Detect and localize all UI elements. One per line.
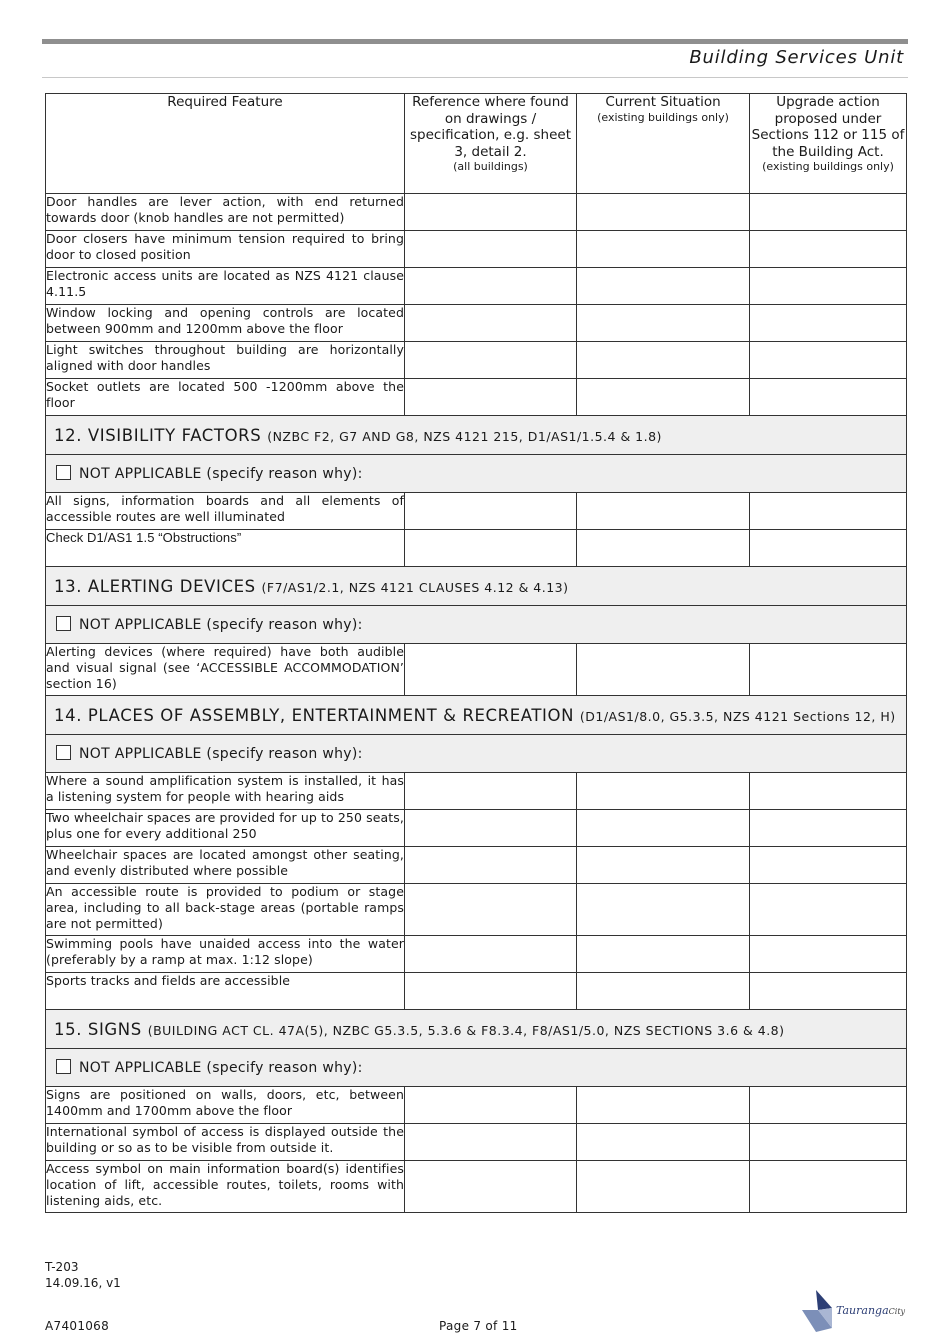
table-row (46, 379, 907, 416)
feature-cell: Access symbol on main information board(s) identifies location of lift, accessible routes, toilets, rooms with listening aids, etc. (46, 1161, 405, 1213)
upgrade-action-cell[interactable] (750, 847, 907, 884)
current-situation-cell[interactable] (577, 936, 750, 973)
section-title: 14. PLACES OF ASSEMBLY, ENTERTAINMENT & RECREATION (54, 705, 575, 725)
reference-cell[interactable] (405, 305, 577, 342)
reference-cell[interactable] (405, 194, 577, 231)
current-situation-cell[interactable] (577, 847, 750, 884)
upgrade-action-cell[interactable] (750, 342, 907, 379)
table-row (46, 1124, 907, 1161)
feature-cell: Electronic access units are located as NZS 4121 clause 4.11.5 (46, 268, 405, 305)
upgrade-action-cell[interactable] (750, 1087, 907, 1124)
feature-cell: International symbol of access is displayed outside the building or so as to be visible from outside it. (46, 1124, 405, 1161)
section-heading-places-of-assembly (46, 696, 907, 735)
page-number: Page 7 of 11 (439, 1319, 518, 1333)
section-title: 13. ALERTING DEVICES (54, 576, 256, 596)
not-applicable-row (46, 1049, 907, 1087)
section-refs: (F7/AS1/2.1, NZS 4121 CLAUSES 4.12 & 4.13) (261, 579, 569, 595)
header-divider (42, 77, 908, 78)
form-version: 14.09.16, v1 (45, 1276, 121, 1290)
current-situation-cell[interactable] (577, 379, 750, 416)
feature-cell: Wheelchair spaces are located amongst other seating, and evenly distributed where possible (46, 847, 405, 884)
upgrade-action-cell[interactable] (750, 493, 907, 530)
current-situation-cell[interactable] (577, 1124, 750, 1161)
current-situation-cell[interactable] (577, 1087, 750, 1124)
feature-cell: Sports tracks and fields are accessible (46, 973, 405, 1010)
reference-cell[interactable] (405, 268, 577, 305)
not-applicable-checkbox[interactable] (56, 465, 71, 480)
feature-cell: Socket outlets are located 500 -1200mm above the floor (46, 379, 405, 416)
feature-cell: Swimming pools have unaided access into the water (preferably by a ramp at max. 1:12 slope) (46, 936, 405, 973)
current-situation-cell[interactable] (577, 305, 750, 342)
reference-cell[interactable] (405, 1087, 577, 1124)
feature-cell: Door closers have minimum tension required to bring door to closed position (46, 231, 405, 268)
table-row (46, 530, 907, 567)
upgrade-action-cell[interactable] (750, 530, 907, 567)
section-refs: (BUILDING ACT CL. 47A(5), NZBC G5.3.5, 5.3.6 & F8.3.4, F8/AS1/5.0, NZS SECTIONS 3.6 & 4.8) (147, 1022, 785, 1038)
reference-cell[interactable] (405, 530, 577, 567)
feature-cell: All signs, information boards and all elements of accessible routes are well illuminated (46, 493, 405, 530)
current-situation-cell[interactable] (577, 268, 750, 305)
current-situation-cell[interactable] (577, 644, 750, 696)
upgrade-action-cell[interactable] (750, 884, 907, 936)
table-row (46, 1161, 907, 1213)
compliance-table (45, 93, 907, 1213)
table-row (46, 342, 907, 379)
table-row (46, 847, 907, 884)
current-situation-cell[interactable] (577, 973, 750, 1010)
feature-cell: An accessible route is provided to podium or stage area, including to all back-stage areas (portable ramps are not permitted) (46, 884, 405, 936)
upgrade-action-cell[interactable] (750, 231, 907, 268)
feature-cell: Check D1/AS1 1.5 “Obstructions” (46, 530, 405, 567)
not-applicable-checkbox[interactable] (56, 745, 71, 760)
upgrade-action-cell[interactable] (750, 194, 907, 231)
table-row (46, 268, 907, 305)
current-situation-cell[interactable] (577, 530, 750, 567)
upgrade-action-cell[interactable] (750, 1161, 907, 1213)
upgrade-action-cell[interactable] (750, 810, 907, 847)
document-id: A7401068 (45, 1319, 110, 1333)
upgrade-action-cell[interactable] (750, 268, 907, 305)
section-heading-signs (46, 1010, 907, 1049)
section-refs: (D1/AS1/8.0, G5.3.5, NZS 4121 Sections 12, H) (579, 708, 896, 724)
section-heading-alerting-devices (46, 567, 907, 606)
unit-title: Building Services Unit (689, 47, 904, 68)
reference-cell[interactable] (405, 936, 577, 973)
reference-cell[interactable] (405, 231, 577, 268)
table-row (46, 305, 907, 342)
section-refs: (NZBC F2, G7 AND G8, NZS 4121 215, D1/AS1/1.5.4 & 1.8) (267, 428, 662, 444)
table-row (46, 810, 907, 847)
column-header-current-situation: Current Situation (existing buildings only) (577, 94, 750, 194)
current-situation-cell[interactable] (577, 231, 750, 268)
current-situation-cell[interactable] (577, 194, 750, 231)
section-title: 15. SIGNS (54, 1019, 142, 1039)
upgrade-action-cell[interactable] (750, 1124, 907, 1161)
table-row (46, 773, 907, 810)
section-heading-visibility-factors (46, 416, 907, 455)
column-header-upgrade-action: Upgrade action proposed under Sections 112 or 115 of the Building Act. (existing buildings only) (750, 94, 907, 194)
header-rule (42, 39, 908, 44)
reference-cell[interactable] (405, 644, 577, 696)
reference-cell[interactable] (405, 1161, 577, 1213)
form-code (45, 1259, 121, 1291)
reference-cell[interactable] (405, 810, 577, 847)
reference-cell[interactable] (405, 973, 577, 1010)
feature-cell: Alerting devices (where required) have both audible and visual signal (see ‘ACCESSIBLE ACCOMMODATION’ section 16) (46, 644, 405, 696)
not-applicable-row (46, 735, 907, 773)
current-situation-cell[interactable] (577, 342, 750, 379)
feature-cell: Two wheelchair spaces are provided for up to 250 seats, plus one for every additional 250 (46, 810, 405, 847)
feature-cell: Light switches throughout building are horizontally aligned with door handles (46, 342, 405, 379)
current-situation-cell[interactable] (577, 773, 750, 810)
not-applicable-label: NOT APPLICABLE (specify reason why): (79, 1060, 363, 1076)
current-situation-cell[interactable] (577, 810, 750, 847)
not-applicable-label: NOT APPLICABLE (specify reason why): (79, 746, 363, 762)
upgrade-action-cell[interactable] (750, 379, 907, 416)
section-title: 12. VISIBILITY FACTORS (54, 425, 262, 445)
column-header-required-feature: Required Feature (46, 94, 405, 194)
not-applicable-checkbox[interactable] (56, 616, 71, 631)
table-row (46, 1087, 907, 1124)
table-row (46, 194, 907, 231)
feature-cell: Where a sound amplification system is installed, it has a listening system for people with hearing aids (46, 773, 405, 810)
reference-cell[interactable] (405, 379, 577, 416)
not-applicable-row (46, 606, 907, 644)
logo-wordmark: TaurangaCity (836, 1304, 906, 1317)
reference-cell[interactable] (405, 847, 577, 884)
upgrade-action-cell[interactable] (750, 305, 907, 342)
reference-cell[interactable] (405, 884, 577, 936)
upgrade-action-cell[interactable] (750, 773, 907, 810)
table-row (46, 231, 907, 268)
not-applicable-row (46, 455, 907, 493)
not-applicable-label: NOT APPLICABLE (specify reason why): (79, 617, 363, 633)
form-code-number: T-203 (45, 1260, 79, 1274)
table-row (46, 644, 907, 696)
feature-cell: Signs are positioned on walls, doors, etc, between 1400mm and 1700mm above the floor (46, 1087, 405, 1124)
column-header-reference: Reference where found on drawings / specification, e.g. sheet 3, detail 2. (all buildings) (405, 94, 577, 194)
feature-cell: Window locking and opening controls are located between 900mm and 1200mm above the floor (46, 305, 405, 342)
table-header-row (46, 94, 907, 194)
current-situation-cell[interactable] (577, 1161, 750, 1213)
upgrade-action-cell[interactable] (750, 644, 907, 696)
table-row (46, 936, 907, 973)
reference-cell[interactable] (405, 493, 577, 530)
current-situation-cell[interactable] (577, 493, 750, 530)
upgrade-action-cell[interactable] (750, 936, 907, 973)
current-situation-cell[interactable] (577, 884, 750, 936)
reference-cell[interactable] (405, 342, 577, 379)
reference-cell[interactable] (405, 1124, 577, 1161)
table-row (46, 973, 907, 1010)
not-applicable-checkbox[interactable] (56, 1059, 71, 1074)
feature-cell: Door handles are lever action, with end returned towards door (knob handles are not permitted) (46, 194, 405, 231)
table-row (46, 493, 907, 530)
reference-cell[interactable] (405, 773, 577, 810)
not-applicable-label: NOT APPLICABLE (specify reason why): (79, 466, 363, 482)
upgrade-action-cell[interactable] (750, 973, 907, 1010)
table-row (46, 884, 907, 936)
